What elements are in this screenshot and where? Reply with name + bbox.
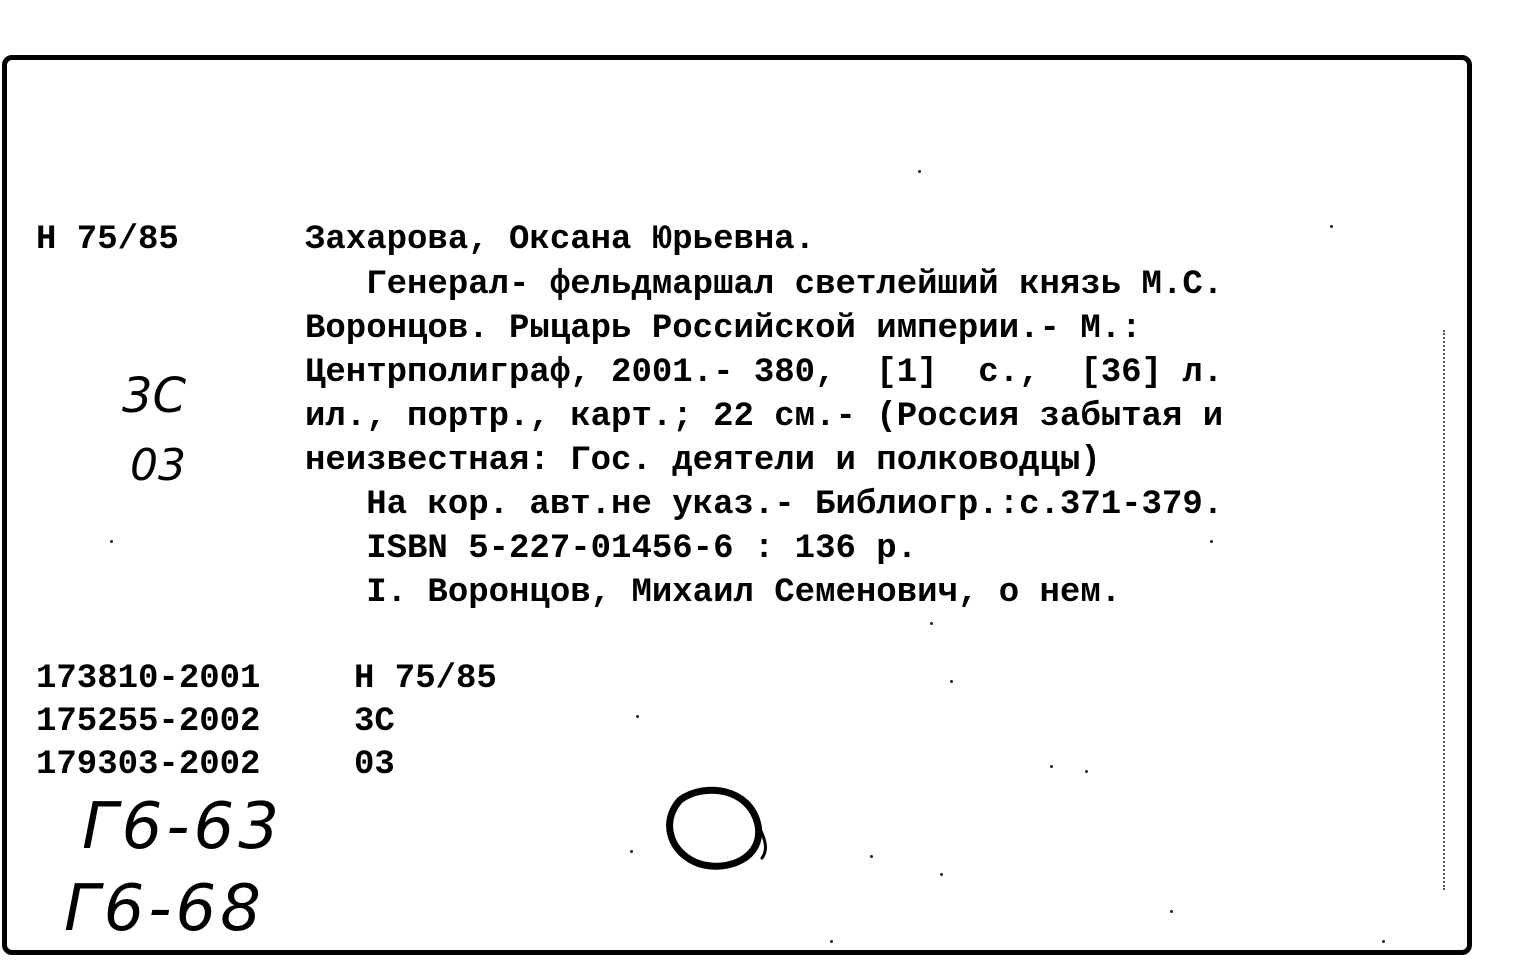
inventory-number: 175255-2002 (36, 703, 261, 741)
scan-speck (950, 680, 953, 683)
handwritten-code-3c: 3С (122, 368, 187, 424)
scan-speck (930, 622, 933, 625)
author-heading: Захарова, Оксана Юрьевна. (305, 221, 816, 259)
isbn-price: ISBN 5-227-01456-6 : 136 р. (305, 530, 918, 568)
scan-speck (940, 873, 943, 876)
scan-speck (830, 940, 833, 943)
scan-speck (918, 170, 921, 173)
title-line: неизвестная: Гос. деятели и полководцы) (305, 442, 1101, 480)
inventory-number: 173810-2001 (36, 660, 261, 698)
scan-speck (630, 850, 633, 853)
bibliography-note: На кор. авт.не указ.- Библиогр.:с.371-379. (305, 486, 1224, 524)
inventory-code: 3С (354, 703, 395, 741)
dotted-margin-line (1443, 330, 1445, 890)
scan-speck (1330, 225, 1333, 228)
handwritten-code-03: 03 (130, 440, 186, 491)
handwritten-code-g6-63: Г6-63 (82, 790, 283, 864)
title-line: Воронцов. Рыцарь Российской империи.- М.: (305, 310, 1142, 348)
scan-speck (870, 855, 873, 858)
inventory-code: 03 (354, 746, 395, 784)
subject-heading: I. Воронцов, Михаил Семенович, о нем. (305, 574, 1122, 612)
call-number: Н 75/85 (36, 221, 179, 259)
scan-speck (1382, 940, 1385, 943)
scan-speck (1085, 770, 1088, 773)
title-line: Генерал- фельдмаршал светлейший князь М.С. (305, 266, 1224, 304)
scan-speck (1050, 765, 1053, 768)
title-line: ил., портр., карт.; 22 см.- (Россия забытая и (305, 398, 1224, 436)
handwritten-code-g6-68: Г6-68 (64, 872, 265, 946)
scan-speck (1210, 540, 1213, 543)
inventory-code: Н 75/85 (354, 660, 497, 698)
handwritten-circle-mark (650, 780, 780, 880)
title-line: Центрполиграф, 2001.- 380, [1] с., [36] л. (305, 354, 1224, 392)
scan-speck (636, 715, 639, 718)
scan-speck (1170, 910, 1173, 913)
inventory-number: 179303-2002 (36, 746, 261, 784)
scan-speck (110, 540, 113, 543)
